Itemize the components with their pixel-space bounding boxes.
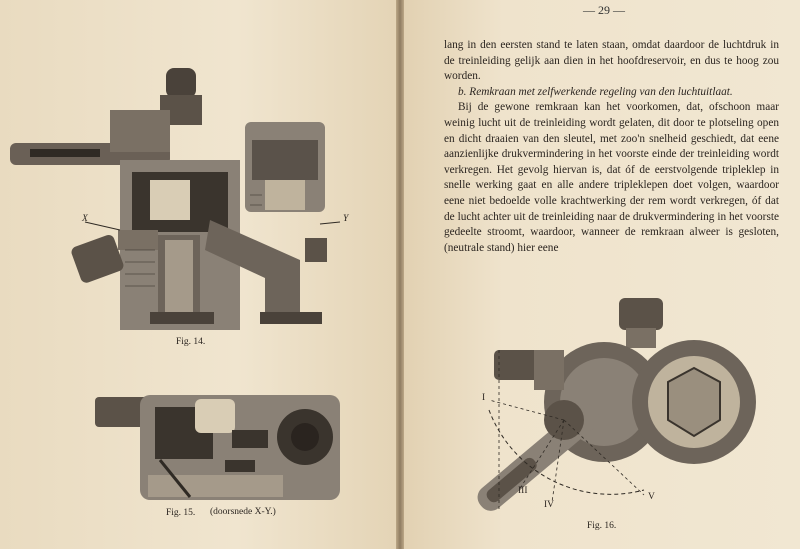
fig16-label-v: V xyxy=(648,492,655,502)
fig16-label-iv: IV xyxy=(544,500,555,510)
fig15-note: (doorsnede X-Y.) xyxy=(210,507,276,517)
body-text xyxy=(444,38,779,256)
book-gutter xyxy=(396,0,404,549)
figure-14-brake-valve-section xyxy=(0,0,396,340)
paragraph-2: Bij de gewone remkraan kan het voorkomen, dat, ofschoon maar weinig lucht uit de treinleiding wordt gelaten, dit door te plotseling open en dicht draaien van den sleutel, met zoo'n snelheid geschiedt, dat eene aanzienlijke drukvermindering in het voorste einde der treinleiding wordt verkregen. Het gevolg hiervan is, dat óf de eerstvolgende tripleklep in snelle werking gaat en alle andere tripleklepen doet volgen, waardoor eene niet bedoelde volle krachtwerking der rem wordt verkregen, óf dat de lucht achter uit de treinleiding naar de drukvermindering in het voorste gedeelte stroomt, waardoor, wanneer de remkraan alweer is gesloten, (neutrale stand) hier eene xyxy=(444,101,779,254)
fig16-caption: Fig. 16. xyxy=(587,521,617,531)
fig14-label-x: X xyxy=(82,214,88,224)
fig14-label-y: Y xyxy=(343,214,349,224)
fig14-caption: Fig. 14. xyxy=(176,337,206,347)
fig16-label-iii: III xyxy=(518,486,528,496)
figure-16-brake-valve-top-view xyxy=(404,290,800,530)
paragraph-heading-b: b. Remkraan met zelfwerkende regeling van den luchtuitlaat. xyxy=(458,85,733,98)
right-page xyxy=(404,0,800,549)
figure-15-cross-section xyxy=(0,375,396,515)
fig16-label-i: I xyxy=(482,393,486,403)
left-page xyxy=(0,0,396,549)
paragraph-1: lang in den eersten stand te laten staan, omdat daardoor de luchtdruk in de treinleiding gelijk aan dien in het hoofdreservoir, en dus te hoog zou worden. xyxy=(444,39,779,83)
fig15-caption: Fig. 15. xyxy=(166,508,196,518)
page-number: — 29 — xyxy=(583,3,625,17)
